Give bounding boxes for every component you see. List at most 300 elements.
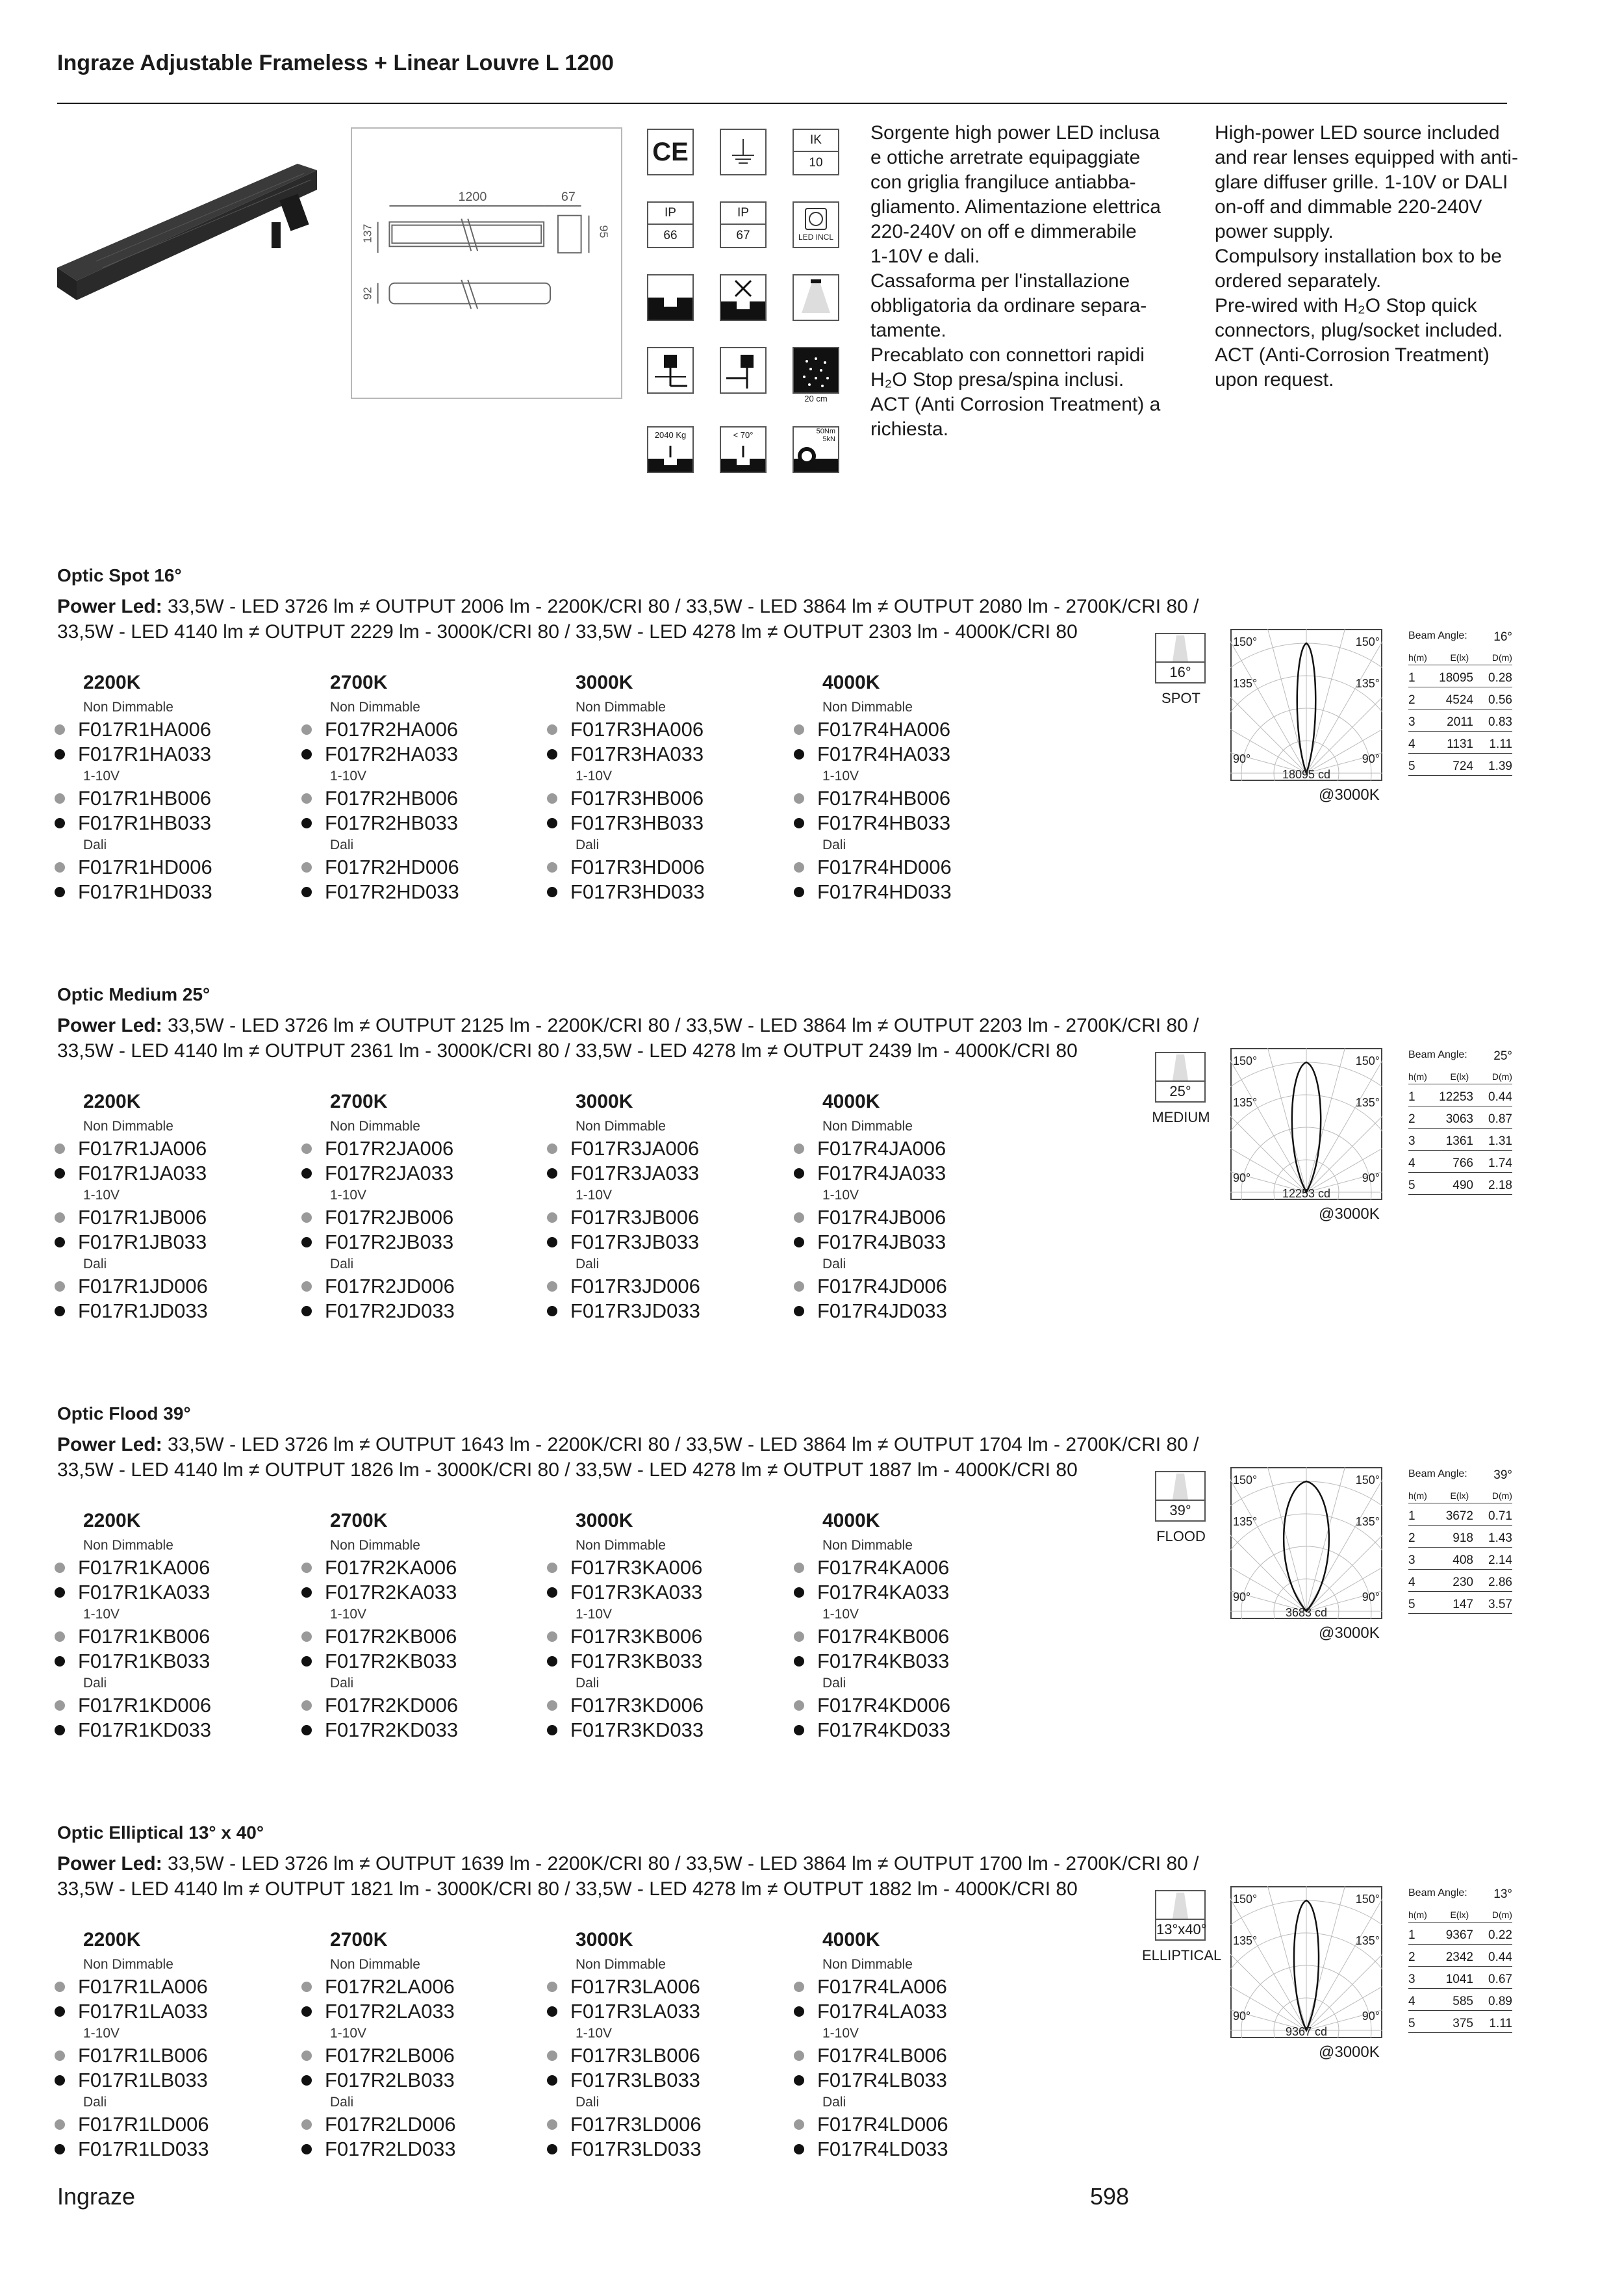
- cell-lux: 12253: [1439, 1090, 1473, 1104]
- product-code-text: F017R3HA006: [570, 718, 704, 741]
- product-code-text: F017R3LB033: [570, 2069, 700, 2091]
- product-code: [548, 2043, 809, 2068]
- grey-finish-dot: [547, 1631, 557, 1642]
- description-line: 1-10V e dali.: [870, 246, 980, 267]
- product-code-text: F017R3HB033: [570, 811, 704, 834]
- col-header: D(m): [1491, 1910, 1512, 1920]
- cell-diameter: 1.39: [1488, 760, 1512, 773]
- product-code-text: F017R2HA006: [325, 718, 459, 741]
- description-line: ordered separately.: [1215, 270, 1382, 292]
- product-code-text: F017R3LD006: [570, 2113, 702, 2136]
- grey-finish-dot: [301, 1143, 312, 1154]
- grey-finish-dot: [55, 1700, 65, 1711]
- polar-peak-cd: 3683 cd: [1285, 1606, 1328, 1619]
- black-finish-dot: [547, 2144, 557, 2154]
- cell-lux: 147: [1453, 1598, 1473, 1611]
- black-finish-dot: [547, 1237, 557, 1247]
- product-code: [303, 880, 564, 904]
- cell-lux: 3063: [1445, 1112, 1473, 1126]
- product-code-text: F017R2KB006: [325, 1625, 457, 1648]
- product-code: [56, 1974, 317, 1999]
- dimming-label: Dali: [822, 1676, 846, 1691]
- beam-angle-icon: [1152, 1052, 1210, 1126]
- product-code-text: F017R2LD033: [325, 2138, 456, 2160]
- cell-diameter: 0.56: [1488, 693, 1512, 707]
- beam-type: FLOOD: [1156, 1528, 1206, 1544]
- polar-peak-cd: 9367 cd: [1285, 2025, 1328, 2038]
- product-code-text: F017R2HA033: [325, 743, 459, 765]
- cell-lux: 585: [1453, 1995, 1473, 2008]
- power-line-2: 33,5W - LED 4140 lm ≠ OUTPUT 1821 lm - 3000K/CRI 80 / 33,5W - LED 4278 lm ≠ OUTPUT 1882 lm - 4000K/CRI 80: [57, 1878, 1078, 1900]
- cell-lux: 2342: [1445, 1950, 1473, 1964]
- recessed-ground-icon: [647, 274, 694, 321]
- product-code: [548, 1999, 809, 2024]
- dimming-label: 1-10V: [822, 2026, 859, 2041]
- product-code-text: F017R2JD033: [325, 1299, 455, 1322]
- product-code-text: F017R1HD006: [78, 856, 212, 878]
- power-line-1: 33,5W - LED 3726 lm ≠ OUTPUT 1643 lm - 2200K/CRI 80 / 33,5W - LED 3864 lm ≠ OUTPUT 1704 lm - 2700K/CRI 80 /: [168, 1434, 1199, 1455]
- product-code: [548, 1299, 809, 1323]
- beam-angle-icon: [1142, 1890, 1222, 1964]
- cell-diameter: 0.22: [1488, 1928, 1512, 1942]
- product-code-text: F017R2JB033: [325, 1231, 454, 1253]
- grey-finish-dot: [547, 724, 557, 735]
- product-code-text: F017R2KA006: [325, 1556, 457, 1579]
- illuminance-table: [1408, 1468, 1512, 1614]
- beam-angle-table-value: 13°: [1493, 1887, 1512, 1901]
- black-finish-dot: [547, 818, 557, 828]
- product-code-text: F017R1HD033: [78, 880, 212, 903]
- product-code: [795, 1230, 1056, 1255]
- product-code: [56, 855, 317, 880]
- power-line-1: 33,5W - LED 3726 lm ≠ OUTPUT 2125 lm - 2200K/CRI 80 / 33,5W - LED 3864 lm ≠ OUTPUT 2203 lm - 2700K/CRI 80 /: [168, 1015, 1199, 1036]
- dimming-label: Non Dimmable: [83, 1538, 173, 1553]
- cell-diameter: 0.71: [1488, 1509, 1512, 1523]
- description-line: e ottiche arretrate equipaggiate: [870, 147, 1141, 168]
- beam-angle-table-value: 25°: [1493, 1049, 1512, 1063]
- dim-depth: 67: [561, 189, 576, 204]
- product-code: [303, 786, 564, 811]
- cell-lux: 918: [1453, 1531, 1473, 1545]
- black-finish-dot: [547, 1168, 557, 1179]
- code-column: [78, 1510, 317, 1743]
- power-line-2: 33,5W - LED 4140 lm ≠ OUTPUT 1826 lm - 3000K/CRI 80 / 33,5W - LED 4278 lm ≠ OUTPUT 1887 lm - 4000K/CRI 80: [57, 1459, 1078, 1481]
- grey-finish-dot: [301, 1212, 312, 1223]
- optic-title: Optic Medium 25°: [57, 984, 210, 1004]
- grey-finish-dot: [547, 1143, 557, 1154]
- cell-height: 5: [1408, 1598, 1415, 1611]
- description-line: Pre-wired with H₂O Stop quick: [1215, 295, 1477, 316]
- product-code: [795, 1274, 1056, 1299]
- cell-height: 5: [1408, 760, 1415, 773]
- grey-finish-dot: [301, 724, 312, 735]
- product-code: [548, 1136, 809, 1161]
- cell-height: 3: [1408, 1134, 1415, 1148]
- black-finish-dot: [301, 2075, 312, 2086]
- product-code-text: F017R3HD006: [570, 856, 705, 878]
- dimming-label: 1-10V: [576, 2026, 613, 2041]
- polar-diagram: [1230, 1048, 1382, 1200]
- product-code-text: F017R3LA006: [570, 1975, 700, 1998]
- product-code-text: F017R2KD006: [325, 1694, 459, 1717]
- product-code: [548, 2137, 809, 2162]
- product-code-text: F017R4KB006: [817, 1625, 950, 1648]
- product-code-text: F017R3JB033: [570, 1231, 700, 1253]
- product-code: [303, 2068, 564, 2093]
- black-finish-dot: [301, 1168, 312, 1179]
- product-code-text: F017R4HA033: [817, 743, 951, 765]
- product-code-text: F017R1JA033: [78, 1162, 207, 1184]
- description-line: H₂O Stop presa/spina inclusi.: [870, 369, 1124, 390]
- dim-height-a: 137: [361, 224, 374, 244]
- polar-angle-label: 150°: [1233, 1893, 1258, 1906]
- black-finish-dot: [301, 1306, 312, 1316]
- product-code: [795, 717, 1056, 742]
- col-header: D(m): [1491, 1490, 1512, 1501]
- product-code-text: F017R3KA006: [570, 1556, 703, 1579]
- product-code-text: F017R1LD006: [78, 2113, 209, 2136]
- product-code-text: F017R3KD006: [570, 1694, 704, 1717]
- polar-angle-label: 90°: [1362, 752, 1380, 765]
- dimming-label: Dali: [576, 1257, 600, 1271]
- product-code-text: F017R2HD033: [325, 880, 459, 903]
- beam-type: MEDIUM: [1152, 1109, 1210, 1125]
- product-code-text: F017R2HB006: [325, 787, 459, 810]
- product-code: [303, 717, 564, 742]
- product-code-text: F017R3LD033: [570, 2138, 702, 2160]
- product-code-text: F017R4HD006: [817, 856, 952, 878]
- product-code: [795, 880, 1056, 904]
- power-label: Power Led:: [57, 1853, 162, 1874]
- temperature-note: @3000K: [1319, 786, 1380, 804]
- product-code: [303, 1624, 564, 1649]
- cell-height: 4: [1408, 1156, 1415, 1170]
- polar-peak-cd: 12253 cd: [1282, 1187, 1331, 1200]
- product-code: [795, 1299, 1056, 1323]
- dimming-label: Non Dimmable: [330, 1538, 420, 1553]
- product-code-text: F017R4LD033: [817, 2138, 948, 2160]
- product-code-text: F017R4HB006: [817, 787, 951, 810]
- color-temp: 3000K: [576, 672, 633, 693]
- product-code: [795, 1136, 1056, 1161]
- cell-diameter: 0.83: [1488, 715, 1512, 729]
- optic-section: [0, 1822, 1624, 2232]
- product-code: [795, 1649, 1056, 1674]
- polar-angle-label: 90°: [1362, 1591, 1380, 1603]
- product-code: [56, 2112, 317, 2137]
- product-code-text: F017R1KA006: [78, 1556, 210, 1579]
- col-header: E(lx): [1450, 1490, 1469, 1501]
- cell-lux: 724: [1453, 760, 1473, 773]
- grey-finish-dot: [55, 1631, 65, 1642]
- product-code: [548, 1693, 809, 1718]
- polar-angle-label: 150°: [1355, 1893, 1380, 1906]
- polar-angle-label: 135°: [1233, 1096, 1258, 1109]
- table-row: [1408, 709, 1512, 732]
- col-header: h(m): [1408, 652, 1427, 663]
- product-code-text: F017R2KA033: [325, 1581, 457, 1603]
- code-column: [78, 1929, 317, 2162]
- polar-angle-label: 90°: [1362, 1171, 1380, 1184]
- dimming-label: Non Dimmable: [822, 1119, 913, 1134]
- product-code-text: F017R3KB033: [570, 1650, 703, 1672]
- cell-diameter: 1.74: [1488, 1156, 1512, 1170]
- product-code-text: F017R2LA006: [325, 1975, 455, 1998]
- cell-height: 2: [1408, 693, 1415, 707]
- product-code-text: F017R2HD006: [325, 856, 459, 878]
- product-code: [56, 1718, 317, 1743]
- product-code-text: F017R1LD033: [78, 2138, 209, 2160]
- dimming-label: Dali: [83, 837, 107, 852]
- cell-height: 2: [1408, 1950, 1415, 1964]
- code-column: [817, 1091, 1056, 1323]
- grey-finish-dot: [547, 1563, 557, 1573]
- illuminance-table: [1408, 1887, 1512, 2033]
- class-ground-icon: [720, 129, 767, 175]
- product-code: [303, 1274, 564, 1299]
- product-code-text: F017R1LB006: [78, 2044, 208, 2067]
- black-finish-dot: [794, 2144, 804, 2154]
- product-code-text: F017R2JA033: [325, 1162, 454, 1184]
- optic-title: Optic Elliptical 13° x 40°: [57, 1822, 264, 1843]
- optic-title: Optic Spot 16°: [57, 565, 182, 585]
- dimming-label: 1-10V: [330, 769, 367, 784]
- product-code-text: F017R3HA033: [570, 743, 704, 765]
- product-code: [303, 1580, 564, 1605]
- page-title: Ingraze Adjustable Frameless + Linear Louvre L 1200: [57, 51, 614, 75]
- table-row: [1408, 754, 1512, 776]
- description-line: High-power LED source included: [1215, 122, 1500, 144]
- black-finish-dot: [547, 749, 557, 760]
- product-code-text: F017R1JD033: [78, 1299, 208, 1322]
- product-code-text: F017R4LA006: [817, 1975, 947, 1998]
- dimming-label: Non Dimmable: [576, 1538, 666, 1553]
- cell-lux: 1361: [1445, 1134, 1473, 1148]
- load-icon: 2040 Kg: [647, 426, 694, 473]
- table-row: [1408, 1592, 1512, 1614]
- black-finish-dot: [547, 1587, 557, 1598]
- product-code: [56, 1999, 317, 2024]
- cell-height: 4: [1408, 737, 1415, 751]
- grey-finish-dot: [547, 1212, 557, 1223]
- product-code-text: F017R1HA006: [78, 718, 212, 741]
- product-code-text: F017R1KD006: [78, 1694, 212, 1717]
- grey-finish-dot: [794, 1212, 804, 1223]
- cell-diameter: 0.87: [1488, 1112, 1512, 1126]
- polar-diagram: [1230, 629, 1382, 781]
- product-code: [795, 1693, 1056, 1718]
- grey-finish-dot: [301, 2119, 312, 2130]
- cell-height: 1: [1408, 1928, 1415, 1942]
- col-header: h(m): [1408, 1910, 1427, 1920]
- cell-height: 3: [1408, 715, 1415, 729]
- dim-height-c: 92: [361, 287, 374, 300]
- cell-diameter: 0.44: [1488, 1090, 1512, 1104]
- polar-angle-label: 135°: [1355, 1096, 1380, 1109]
- black-finish-dot: [794, 887, 804, 897]
- product-code-text: F017R2JD006: [325, 1275, 455, 1297]
- col-header: E(lx): [1450, 1071, 1469, 1082]
- product-code-text: F017R3JD033: [570, 1299, 700, 1322]
- optic-title: Optic Flood 39°: [57, 1403, 191, 1424]
- table-row: [1408, 1129, 1512, 1151]
- code-column: [570, 672, 809, 904]
- product-code: [548, 1161, 809, 1186]
- product-code-text: F017R2LD006: [325, 2113, 456, 2136]
- product-code: [56, 786, 317, 811]
- product-code: [548, 1274, 809, 1299]
- product-code: [56, 2043, 317, 2068]
- dimming-label: Dali: [330, 2095, 354, 2110]
- grey-finish-dot: [55, 793, 65, 804]
- cable-exit-icon: [647, 347, 694, 394]
- cell-height: 1: [1408, 1090, 1415, 1104]
- grey-finish-dot: [794, 1143, 804, 1154]
- col-header: E(lx): [1450, 1910, 1469, 1920]
- title-divider: [57, 103, 1507, 104]
- beam-angle-value: 25°: [1156, 1080, 1204, 1101]
- dimming-label: 1-10V: [83, 2026, 120, 2041]
- product-code: [303, 1649, 564, 1674]
- description-line: obbligatoria da ordinare separa-: [870, 295, 1147, 316]
- product-code: [56, 1624, 317, 1649]
- polar-diagram: [1230, 1886, 1382, 2038]
- cell-diameter: 2.14: [1488, 1553, 1512, 1567]
- dimming-label: Non Dimmable: [330, 1119, 420, 1134]
- black-finish-dot: [301, 749, 312, 760]
- grey-finish-dot: [547, 2050, 557, 2061]
- cell-lux: 4524: [1445, 693, 1473, 707]
- product-code: [56, 1580, 317, 1605]
- power-label: Power Led:: [57, 1015, 162, 1036]
- dimming-label: 1-10V: [83, 769, 120, 784]
- dimming-label: Non Dimmable: [330, 700, 420, 715]
- description-english: [1215, 121, 1523, 392]
- col-header: D(m): [1491, 1071, 1512, 1082]
- product-code-text: F017R3JB006: [570, 1206, 700, 1229]
- cell-diameter: 1.43: [1488, 1531, 1512, 1545]
- product-code-text: F017R2LB033: [325, 2069, 455, 2091]
- color-temp: 4000K: [822, 1510, 880, 1531]
- product-image: [57, 151, 325, 339]
- beam-angle-caption: Beam Angle:: [1408, 1887, 1467, 1898]
- dimming-label: Dali: [330, 837, 354, 852]
- cell-height: 5: [1408, 2017, 1415, 2030]
- product-code-text: F017R3JA033: [570, 1162, 700, 1184]
- product-code: [303, 855, 564, 880]
- code-column: [325, 1510, 564, 1743]
- grey-finish-dot: [794, 1631, 804, 1642]
- dimming-label: Non Dimmable: [576, 700, 666, 715]
- dimming-label: Dali: [822, 1257, 846, 1271]
- description-line: power supply.: [1215, 221, 1334, 242]
- black-finish-dot: [794, 1306, 804, 1316]
- table-row: [1408, 1989, 1512, 2011]
- dimming-label: Non Dimmable: [576, 1957, 666, 1972]
- grey-finish-dot: [547, 1281, 557, 1292]
- dimension-drawing: [351, 127, 622, 399]
- grey-finish-dot: [55, 1143, 65, 1154]
- product-code: [303, 1693, 564, 1718]
- grey-finish-dot: [547, 793, 557, 804]
- black-finish-dot: [794, 1168, 804, 1179]
- grey-finish-dot: [301, 1982, 312, 1992]
- grey-finish-dot: [301, 862, 312, 873]
- product-code: [548, 1205, 809, 1230]
- cell-lux: 1131: [1447, 737, 1473, 751]
- code-column: [325, 1929, 564, 2162]
- product-code: [548, 1974, 809, 1999]
- black-finish-dot: [547, 887, 557, 897]
- description-line: glare diffuser grille. 1-10V or DALI: [1215, 172, 1508, 193]
- temperature-note: @3000K: [1319, 2043, 1380, 2061]
- cell-height: 1: [1408, 1509, 1415, 1523]
- dimming-label: Non Dimmable: [822, 1957, 913, 1972]
- cell-lux: 490: [1453, 1179, 1473, 1192]
- product-code: [303, 2043, 564, 2068]
- product-code-text: F017R2JA006: [325, 1137, 454, 1160]
- grey-finish-dot: [794, 1700, 804, 1711]
- table-row: [1408, 1945, 1512, 1967]
- black-finish-dot: [547, 2075, 557, 2086]
- black-finish-dot: [301, 818, 312, 828]
- dimming-label: Non Dimmable: [83, 700, 173, 715]
- black-finish-dot: [55, 2144, 65, 2154]
- black-finish-dot: [547, 2006, 557, 2017]
- product-code-text: F017R1HB006: [78, 787, 212, 810]
- black-finish-dot: [794, 2075, 804, 2086]
- product-code: [548, 2068, 809, 2093]
- dimming-label: Dali: [822, 2095, 846, 2110]
- color-temp: 3000K: [576, 1929, 633, 1950]
- table-row: [1408, 1548, 1512, 1570]
- grey-finish-dot: [547, 1700, 557, 1711]
- product-code-text: F017R2JB006: [325, 1206, 454, 1229]
- product-code-text: F017R3KA033: [570, 1581, 703, 1603]
- product-code-text: F017R3HB006: [570, 787, 704, 810]
- black-finish-dot: [301, 887, 312, 897]
- product-code: [303, 1974, 564, 1999]
- product-code-text: F017R3JD006: [570, 1275, 700, 1297]
- polar-peak-cd: 18095 cd: [1282, 768, 1331, 781]
- product-code-text: F017R4KA006: [817, 1556, 950, 1579]
- black-finish-dot: [794, 749, 804, 760]
- product-code: [56, 1161, 317, 1186]
- beam-angle-caption: Beam Angle:: [1408, 1049, 1467, 1060]
- polar-angle-label: 135°: [1355, 1934, 1380, 1947]
- polar-angle-label: 150°: [1355, 1474, 1380, 1487]
- cell-height: 4: [1408, 1576, 1415, 1589]
- black-finish-dot: [794, 1656, 804, 1667]
- black-finish-dot: [55, 2075, 65, 2086]
- dimming-label: 1-10V: [330, 1188, 367, 1203]
- ce-mark-icon: CE: [647, 129, 694, 175]
- product-code: [795, 855, 1056, 880]
- product-code-text: F017R3JA006: [570, 1137, 700, 1160]
- product-code: [56, 1693, 317, 1718]
- cell-lux: 9367: [1445, 1928, 1473, 1942]
- product-code: [56, 1205, 317, 1230]
- black-finish-dot: [301, 1237, 312, 1247]
- polar-angle-label: 135°: [1233, 677, 1258, 690]
- description-line: upon request.: [1215, 369, 1334, 390]
- table-row: [1408, 1570, 1512, 1592]
- product-code-text: F017R1HB033: [78, 811, 212, 834]
- product-code: [56, 1136, 317, 1161]
- black-finish-dot: [794, 2006, 804, 2017]
- dimming-label: Dali: [576, 837, 600, 852]
- product-code: [548, 811, 809, 836]
